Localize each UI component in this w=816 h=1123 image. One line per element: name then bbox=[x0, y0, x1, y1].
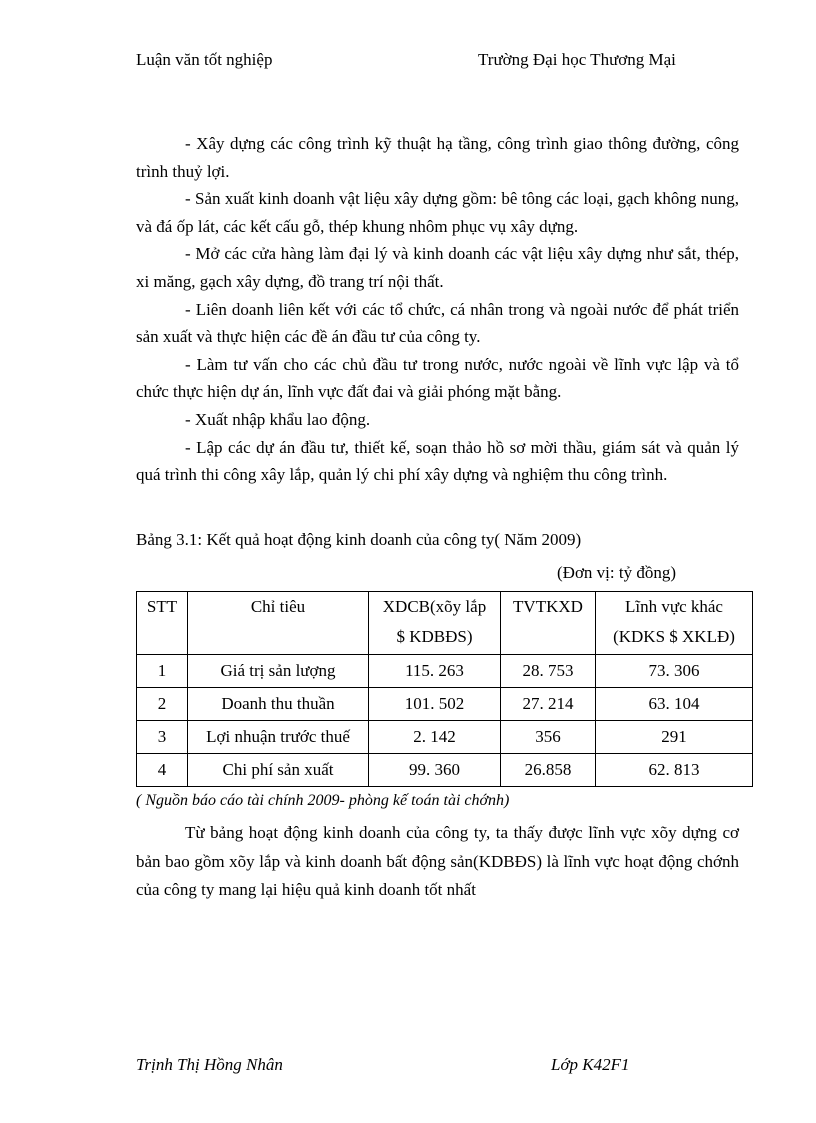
cell-stt: 2 bbox=[137, 688, 188, 721]
cell-stt: 1 bbox=[137, 655, 188, 688]
header-linh-vuc-line1: Lĩnh vực khác bbox=[625, 597, 723, 616]
paragraph-infrastructure: - Xây dựng các công trình kỹ thuật hạ tầng, công trình giao thông đường, công trình thuỷ lợi. bbox=[136, 134, 739, 181]
conclusion-text bbox=[136, 819, 739, 905]
table-source-note: ( Nguồn báo cáo tài chính 2009- phòng kế toán tài chớnh) bbox=[136, 792, 510, 809]
header-linh-vuc-khac bbox=[596, 592, 753, 655]
table-header-row bbox=[137, 592, 753, 655]
table-caption: Bảng 3.1: Kết quả hoạt động kinh doanh của công ty( Năm 2009) bbox=[136, 530, 582, 549]
paragraph-consulting: - Làm tư vấn cho các chủ đầu tư trong nước, nước ngoài về lĩnh vực lập và tổ chức thực hiện dự án, lĩnh vực đất đai và giải phóng mặt bằng. bbox=[136, 354, 739, 402]
footer-author-name: Trịnh Thị Hồng Nhân bbox=[136, 1055, 283, 1074]
paragraph-stores: - Mở các cửa hàng làm đại lý và kinh doanh các vật liệu xây dựng như sắt, thép, xi măng, gạch xây dựng, đồ trang trí nội thất. bbox=[136, 244, 739, 291]
cell-tvtkxd: 356 bbox=[501, 721, 596, 754]
cell-tvtkxd: 28. 753 bbox=[501, 655, 596, 688]
header-linh-vuc-line2: (KDKS $ XKLĐ) bbox=[613, 627, 735, 646]
cell-stt: 4 bbox=[137, 754, 188, 787]
paragraph-joint-venture: - Liên doanh liên kết với các tổ chức, cá nhân trong và ngoài nước để phát triển sản xuất và thực hiện các đề án đầu tư của công ty. bbox=[136, 299, 739, 347]
table-row bbox=[137, 688, 753, 721]
cell-stt: 3 bbox=[137, 721, 188, 754]
cell-xdcb: 99. 360 bbox=[369, 754, 501, 787]
cell-khac: 63. 104 bbox=[596, 688, 753, 721]
paragraph-labor-export: - Xuất nhập khẩu lao động. bbox=[185, 409, 371, 429]
paragraph-materials: - Sản xuất kinh doanh vật liệu xây dựng gồm: bê tông các loại, gạch không nung, và đá ốp lát, các kết cấu gỗ, thép khung nhôm phục vụ xây dựng. bbox=[136, 189, 739, 236]
table-row bbox=[137, 721, 753, 754]
body-text bbox=[136, 130, 739, 489]
header-thesis-label: Luận văn tốt nghiệp bbox=[136, 50, 273, 69]
cell-tvtkxd: 27. 214 bbox=[501, 688, 596, 721]
table-unit-note: (Đơn vị: tỷ đồng) bbox=[557, 563, 677, 582]
footer-class-name: Lớp K42F1 bbox=[551, 1055, 630, 1074]
header-xdcb bbox=[369, 592, 501, 655]
cell-chi-tieu: Lợi nhuận trước thuế bbox=[188, 721, 369, 754]
cell-xdcb: 101. 502 bbox=[369, 688, 501, 721]
cell-khac: 291 bbox=[596, 721, 753, 754]
table-row bbox=[137, 655, 753, 688]
table-row bbox=[137, 754, 753, 787]
cell-khac: 62. 813 bbox=[596, 754, 753, 787]
header-chi-tieu: Chỉ tiêu bbox=[188, 592, 369, 655]
header-xdcb-line1: XDCB(xõy lắp bbox=[382, 597, 487, 616]
paragraph-projects: - Lập các dự án đầu tư, thiết kế, soạn thảo hồ sơ mời thầu, giám sát và quản lý quá trình thi công xây lắp, quản lý chi phí xây dựng và nghiệm thu công trình. bbox=[136, 437, 739, 485]
cell-tvtkxd: 26.858 bbox=[501, 754, 596, 787]
header-xdcb-line2: $ KDBĐS) bbox=[396, 627, 473, 646]
header-stt: STT bbox=[137, 592, 188, 655]
header-university-name: Trường Đại học Thương Mại bbox=[478, 50, 676, 69]
conclusion-paragraph: Từ bảng hoạt động kinh doanh của công ty, ta thấy được lĩnh vực xõy dựng cơ bản bao gồm xõy lắp và kinh doanh bất động sản(KDBĐS) là lĩnh vực hoạt động chớnh của công ty mang lại hiệu quả kinh doanh tốt nhất bbox=[136, 823, 739, 899]
header-tvtkxd: TVTKXD bbox=[501, 592, 596, 655]
business-results-table bbox=[136, 591, 753, 787]
cell-chi-tieu: Giá trị sản lượng bbox=[188, 655, 369, 688]
cell-chi-tieu: Doanh thu thuần bbox=[188, 688, 369, 721]
cell-xdcb: 2. 142 bbox=[369, 721, 501, 754]
cell-xdcb: 115. 263 bbox=[369, 655, 501, 688]
cell-khac: 73. 306 bbox=[596, 655, 753, 688]
cell-chi-tieu: Chi phí sản xuất bbox=[188, 754, 369, 787]
